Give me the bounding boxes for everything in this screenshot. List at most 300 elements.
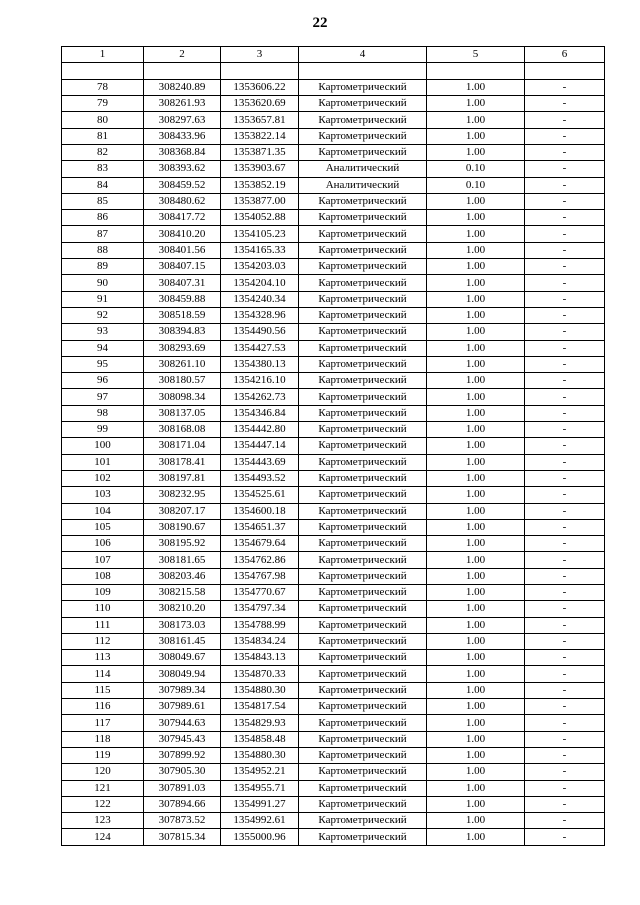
point-number-cell: 82 — [62, 144, 144, 160]
y-coordinate-cell: 1353877.00 — [221, 193, 299, 209]
point-number-cell: 94 — [62, 340, 144, 356]
point-number-cell: 92 — [62, 307, 144, 323]
accuracy-cell: 1.00 — [427, 128, 525, 144]
y-coordinate-cell: 1354843.13 — [221, 650, 299, 666]
x-coordinate-cell: 308480.62 — [144, 193, 221, 209]
note-cell: - — [525, 585, 605, 601]
x-coordinate-cell: 308293.69 — [144, 340, 221, 356]
y-coordinate-cell: 1354525.61 — [221, 487, 299, 503]
y-coordinate-cell: 1353852.19 — [221, 177, 299, 193]
method-cell: Картометрический — [299, 731, 427, 747]
point-number-cell: 101 — [62, 454, 144, 470]
point-number-cell: 78 — [62, 79, 144, 95]
y-coordinate-cell: 1354829.93 — [221, 715, 299, 731]
y-coordinate-cell: 1354992.61 — [221, 813, 299, 829]
table-row — [62, 291, 605, 307]
y-coordinate-cell: 1354240.34 — [221, 291, 299, 307]
point-number-cell: 100 — [62, 438, 144, 454]
x-coordinate-cell: 307944.63 — [144, 715, 221, 731]
y-coordinate-cell: 1353822.14 — [221, 128, 299, 144]
point-number-cell: 117 — [62, 715, 144, 731]
method-cell: Картометрический — [299, 275, 427, 291]
x-coordinate-cell: 307899.92 — [144, 747, 221, 763]
x-coordinate-cell: 307905.30 — [144, 764, 221, 780]
header-cell: 3 — [221, 47, 299, 63]
table-row — [62, 715, 605, 731]
accuracy-cell: 1.00 — [427, 307, 525, 323]
empty-cell — [427, 63, 525, 80]
accuracy-cell: 1.00 — [427, 422, 525, 438]
accuracy-cell: 1.00 — [427, 747, 525, 763]
note-cell: - — [525, 796, 605, 812]
method-cell: Картометрический — [299, 210, 427, 226]
note-cell: - — [525, 747, 605, 763]
header-row — [62, 47, 605, 63]
x-coordinate-cell: 308393.62 — [144, 161, 221, 177]
point-number-cell: 103 — [62, 487, 144, 503]
accuracy-cell: 1.00 — [427, 438, 525, 454]
table-row — [62, 536, 605, 552]
x-coordinate-cell: 308232.95 — [144, 487, 221, 503]
method-cell: Картометрический — [299, 324, 427, 340]
x-coordinate-cell: 308433.96 — [144, 128, 221, 144]
note-cell: - — [525, 519, 605, 535]
x-coordinate-cell: 307894.66 — [144, 796, 221, 812]
note-cell: - — [525, 699, 605, 715]
table-row — [62, 503, 605, 519]
point-number-cell: 104 — [62, 503, 144, 519]
header-cell: 4 — [299, 47, 427, 63]
point-number-cell: 79 — [62, 96, 144, 112]
accuracy-cell: 1.00 — [427, 112, 525, 128]
table-row — [62, 226, 605, 242]
method-cell: Картометрический — [299, 699, 427, 715]
method-cell: Картометрический — [299, 389, 427, 405]
note-cell: - — [525, 389, 605, 405]
table-row — [62, 438, 605, 454]
note-cell: - — [525, 112, 605, 128]
point-number-cell: 80 — [62, 112, 144, 128]
x-coordinate-cell: 308417.72 — [144, 210, 221, 226]
point-number-cell: 84 — [62, 177, 144, 193]
y-coordinate-cell: 1354880.30 — [221, 682, 299, 698]
note-cell: - — [525, 829, 605, 845]
accuracy-cell: 1.00 — [427, 796, 525, 812]
point-number-cell: 89 — [62, 259, 144, 275]
table-row — [62, 519, 605, 535]
accuracy-cell: 1.00 — [427, 731, 525, 747]
x-coordinate-cell: 308195.92 — [144, 536, 221, 552]
table-row — [62, 829, 605, 845]
method-cell: Картометрический — [299, 356, 427, 372]
y-coordinate-cell: 1354328.96 — [221, 307, 299, 323]
method-cell: Картометрический — [299, 829, 427, 845]
table-body — [62, 63, 605, 845]
y-coordinate-cell: 1354651.37 — [221, 519, 299, 535]
y-coordinate-cell: 1354858.48 — [221, 731, 299, 747]
note-cell: - — [525, 568, 605, 584]
table-row — [62, 389, 605, 405]
point-number-cell: 96 — [62, 373, 144, 389]
method-cell: Картометрический — [299, 259, 427, 275]
y-coordinate-cell: 1354490.56 — [221, 324, 299, 340]
accuracy-cell: 1.00 — [427, 291, 525, 307]
table-row — [62, 568, 605, 584]
point-number-cell: 122 — [62, 796, 144, 812]
table-row — [62, 340, 605, 356]
method-cell: Картометрический — [299, 650, 427, 666]
method-cell: Картометрический — [299, 568, 427, 584]
accuracy-cell: 1.00 — [427, 275, 525, 291]
accuracy-cell: 1.00 — [427, 96, 525, 112]
table-row — [62, 307, 605, 323]
note-cell: - — [525, 242, 605, 258]
x-coordinate-cell: 307989.61 — [144, 699, 221, 715]
note-cell: - — [525, 96, 605, 112]
note-cell: - — [525, 373, 605, 389]
note-cell: - — [525, 422, 605, 438]
accuracy-cell: 1.00 — [427, 470, 525, 486]
table-row — [62, 454, 605, 470]
note-cell: - — [525, 715, 605, 731]
y-coordinate-cell: 1354427.53 — [221, 340, 299, 356]
note-cell: - — [525, 438, 605, 454]
accuracy-cell: 1.00 — [427, 340, 525, 356]
accuracy-cell: 1.00 — [427, 193, 525, 209]
note-cell: - — [525, 324, 605, 340]
note-cell: - — [525, 764, 605, 780]
accuracy-cell: 1.00 — [427, 226, 525, 242]
x-coordinate-cell: 308368.84 — [144, 144, 221, 160]
y-coordinate-cell: 1354870.33 — [221, 666, 299, 682]
table-row — [62, 731, 605, 747]
header-cell: 1 — [62, 47, 144, 63]
x-coordinate-cell: 308394.83 — [144, 324, 221, 340]
point-number-cell: 93 — [62, 324, 144, 340]
method-cell: Картометрический — [299, 226, 427, 242]
x-coordinate-cell: 308203.46 — [144, 568, 221, 584]
x-coordinate-cell: 308098.34 — [144, 389, 221, 405]
y-coordinate-cell: 1353606.22 — [221, 79, 299, 95]
point-number-cell: 86 — [62, 210, 144, 226]
y-coordinate-cell: 1354052.88 — [221, 210, 299, 226]
point-number-cell: 111 — [62, 617, 144, 633]
page-number: 22 — [312, 15, 328, 31]
note-cell: - — [525, 210, 605, 226]
x-coordinate-cell: 308518.59 — [144, 307, 221, 323]
y-coordinate-cell: 1353903.67 — [221, 161, 299, 177]
y-coordinate-cell: 1353871.35 — [221, 144, 299, 160]
accuracy-cell: 1.00 — [427, 617, 525, 633]
accuracy-cell: 1.00 — [427, 715, 525, 731]
y-coordinate-cell: 1354203.03 — [221, 259, 299, 275]
accuracy-cell: 1.00 — [427, 780, 525, 796]
empty-cell — [221, 63, 299, 80]
method-cell: Картометрический — [299, 666, 427, 682]
y-coordinate-cell: 1354380.13 — [221, 356, 299, 372]
accuracy-cell: 1.00 — [427, 699, 525, 715]
accuracy-cell: 1.00 — [427, 79, 525, 95]
method-cell: Картометрический — [299, 438, 427, 454]
point-number-cell: 97 — [62, 389, 144, 405]
header-cell: 2 — [144, 47, 221, 63]
y-coordinate-cell: 1354262.73 — [221, 389, 299, 405]
accuracy-cell: 1.00 — [427, 568, 525, 584]
accuracy-cell: 1.00 — [427, 552, 525, 568]
y-coordinate-cell: 1354952.21 — [221, 764, 299, 780]
method-cell: Аналитический — [299, 161, 427, 177]
accuracy-cell: 1.00 — [427, 487, 525, 503]
y-coordinate-cell: 1354817.54 — [221, 699, 299, 715]
x-coordinate-cell: 308181.65 — [144, 552, 221, 568]
method-cell: Картометрический — [299, 519, 427, 535]
note-cell: - — [525, 405, 605, 421]
accuracy-cell: 1.00 — [427, 373, 525, 389]
accuracy-cell: 1.00 — [427, 682, 525, 698]
table-row — [62, 585, 605, 601]
note-cell: - — [525, 79, 605, 95]
x-coordinate-cell: 307945.43 — [144, 731, 221, 747]
point-number-cell: 124 — [62, 829, 144, 845]
y-coordinate-cell: 1354105.23 — [221, 226, 299, 242]
table-row — [62, 405, 605, 421]
point-number-cell: 99 — [62, 422, 144, 438]
note-cell: - — [525, 650, 605, 666]
method-cell: Картометрический — [299, 454, 427, 470]
spacer-row — [62, 63, 605, 80]
note-cell: - — [525, 633, 605, 649]
point-number-cell: 98 — [62, 405, 144, 421]
note-cell: - — [525, 731, 605, 747]
accuracy-cell: 1.00 — [427, 536, 525, 552]
x-coordinate-cell: 308240.89 — [144, 79, 221, 95]
point-number-cell: 108 — [62, 568, 144, 584]
point-number-cell: 118 — [62, 731, 144, 747]
accuracy-cell: 1.00 — [427, 503, 525, 519]
y-coordinate-cell: 1354955.71 — [221, 780, 299, 796]
y-coordinate-cell: 1354797.34 — [221, 601, 299, 617]
y-coordinate-cell: 1354493.52 — [221, 470, 299, 486]
note-cell: - — [525, 601, 605, 617]
note-cell: - — [525, 552, 605, 568]
table-row — [62, 96, 605, 112]
x-coordinate-cell: 308261.10 — [144, 356, 221, 372]
note-cell: - — [525, 356, 605, 372]
x-coordinate-cell: 308168.08 — [144, 422, 221, 438]
coordinates-table — [61, 46, 605, 846]
x-coordinate-cell: 308137.05 — [144, 405, 221, 421]
method-cell: Картометрический — [299, 682, 427, 698]
table-row — [62, 813, 605, 829]
empty-cell — [62, 63, 144, 80]
y-coordinate-cell: 1353620.69 — [221, 96, 299, 112]
y-coordinate-cell: 1354447.14 — [221, 438, 299, 454]
point-number-cell: 123 — [62, 813, 144, 829]
table-row — [62, 112, 605, 128]
table-row — [62, 764, 605, 780]
accuracy-cell: 1.00 — [427, 585, 525, 601]
table-row — [62, 259, 605, 275]
x-coordinate-cell: 308410.20 — [144, 226, 221, 242]
note-cell: - — [525, 291, 605, 307]
x-coordinate-cell: 307989.34 — [144, 682, 221, 698]
table-row — [62, 144, 605, 160]
note-cell: - — [525, 617, 605, 633]
method-cell: Картометрический — [299, 128, 427, 144]
method-cell: Картометрический — [299, 552, 427, 568]
table-row — [62, 128, 605, 144]
y-coordinate-cell: 1354165.33 — [221, 242, 299, 258]
y-coordinate-cell: 1354991.27 — [221, 796, 299, 812]
table-row — [62, 796, 605, 812]
accuracy-cell: 1.00 — [427, 324, 525, 340]
table-row — [62, 487, 605, 503]
accuracy-cell: 1.00 — [427, 829, 525, 845]
y-coordinate-cell: 1354600.18 — [221, 503, 299, 519]
header-cell: 6 — [525, 47, 605, 63]
point-number-cell: 110 — [62, 601, 144, 617]
point-number-cell: 90 — [62, 275, 144, 291]
point-number-cell: 107 — [62, 552, 144, 568]
accuracy-cell: 1.00 — [427, 356, 525, 372]
method-cell: Картометрический — [299, 487, 427, 503]
point-number-cell: 113 — [62, 650, 144, 666]
method-cell: Картометрический — [299, 112, 427, 128]
method-cell: Картометрический — [299, 291, 427, 307]
point-number-cell: 112 — [62, 633, 144, 649]
method-cell: Картометрический — [299, 144, 427, 160]
y-coordinate-cell: 1354767.98 — [221, 568, 299, 584]
x-coordinate-cell: 308171.04 — [144, 438, 221, 454]
y-coordinate-cell: 1353657.81 — [221, 112, 299, 128]
method-cell: Картометрический — [299, 470, 427, 486]
accuracy-cell: 1.00 — [427, 144, 525, 160]
point-number-cell: 106 — [62, 536, 144, 552]
table-row — [62, 161, 605, 177]
header-cell: 5 — [427, 47, 525, 63]
point-number-cell: 81 — [62, 128, 144, 144]
note-cell: - — [525, 813, 605, 829]
method-cell: Картометрический — [299, 340, 427, 356]
accuracy-cell: 1.00 — [427, 519, 525, 535]
y-coordinate-cell: 1354770.67 — [221, 585, 299, 601]
method-cell: Картометрический — [299, 405, 427, 421]
accuracy-cell: 1.00 — [427, 601, 525, 617]
method-cell: Картометрический — [299, 373, 427, 389]
accuracy-cell: 0.10 — [427, 161, 525, 177]
point-number-cell: 114 — [62, 666, 144, 682]
note-cell: - — [525, 487, 605, 503]
x-coordinate-cell: 308215.58 — [144, 585, 221, 601]
note-cell: - — [525, 226, 605, 242]
table-row — [62, 699, 605, 715]
note-cell: - — [525, 161, 605, 177]
note-cell: - — [525, 682, 605, 698]
x-coordinate-cell: 308401.56 — [144, 242, 221, 258]
x-coordinate-cell: 308178.41 — [144, 454, 221, 470]
point-number-cell: 109 — [62, 585, 144, 601]
accuracy-cell: 1.00 — [427, 210, 525, 226]
accuracy-cell: 1.00 — [427, 764, 525, 780]
note-cell: - — [525, 128, 605, 144]
method-cell: Картометрический — [299, 79, 427, 95]
note-cell: - — [525, 470, 605, 486]
table-row — [62, 242, 605, 258]
point-number-cell: 85 — [62, 193, 144, 209]
table-row — [62, 470, 605, 486]
x-coordinate-cell: 308190.67 — [144, 519, 221, 535]
x-coordinate-cell: 308161.45 — [144, 633, 221, 649]
x-coordinate-cell: 308210.20 — [144, 601, 221, 617]
x-coordinate-cell: 307873.52 — [144, 813, 221, 829]
note-cell: - — [525, 275, 605, 291]
accuracy-cell: 1.00 — [427, 259, 525, 275]
point-number-cell: 120 — [62, 764, 144, 780]
method-cell: Картометрический — [299, 633, 427, 649]
method-cell: Картометрический — [299, 617, 427, 633]
method-cell: Картометрический — [299, 813, 427, 829]
accuracy-cell: 1.00 — [427, 454, 525, 470]
empty-cell — [144, 63, 221, 80]
empty-cell — [525, 63, 605, 80]
table-row — [62, 210, 605, 226]
y-coordinate-cell: 1355000.96 — [221, 829, 299, 845]
method-cell: Картометрический — [299, 764, 427, 780]
table-row — [62, 780, 605, 796]
accuracy-cell: 1.00 — [427, 242, 525, 258]
x-coordinate-cell: 308180.57 — [144, 373, 221, 389]
note-cell: - — [525, 503, 605, 519]
method-cell: Картометрический — [299, 193, 427, 209]
point-number-cell: 105 — [62, 519, 144, 535]
point-number-cell: 115 — [62, 682, 144, 698]
method-cell: Картометрический — [299, 242, 427, 258]
table-row — [62, 324, 605, 340]
method-cell: Картометрический — [299, 585, 427, 601]
method-cell: Картометрический — [299, 307, 427, 323]
x-coordinate-cell: 308459.88 — [144, 291, 221, 307]
x-coordinate-cell: 308207.17 — [144, 503, 221, 519]
table-row — [62, 422, 605, 438]
accuracy-cell: 1.00 — [427, 650, 525, 666]
y-coordinate-cell: 1354443.69 — [221, 454, 299, 470]
note-cell: - — [525, 193, 605, 209]
table-row — [62, 356, 605, 372]
point-number-cell: 83 — [62, 161, 144, 177]
table-row — [62, 633, 605, 649]
y-coordinate-cell: 1354346.84 — [221, 405, 299, 421]
x-coordinate-cell: 307891.03 — [144, 780, 221, 796]
x-coordinate-cell: 308407.15 — [144, 259, 221, 275]
accuracy-cell: 1.00 — [427, 389, 525, 405]
accuracy-cell: 1.00 — [427, 813, 525, 829]
y-coordinate-cell: 1354679.64 — [221, 536, 299, 552]
table-row — [62, 177, 605, 193]
method-cell: Картометрический — [299, 601, 427, 617]
empty-cell — [299, 63, 427, 80]
y-coordinate-cell: 1354880.30 — [221, 747, 299, 763]
table-row — [62, 79, 605, 95]
method-cell: Картометрический — [299, 96, 427, 112]
note-cell: - — [525, 666, 605, 682]
point-number-cell: 119 — [62, 747, 144, 763]
point-number-cell: 88 — [62, 242, 144, 258]
note-cell: - — [525, 340, 605, 356]
table-row — [62, 617, 605, 633]
y-coordinate-cell: 1354204.10 — [221, 275, 299, 291]
point-number-cell: 102 — [62, 470, 144, 486]
accuracy-cell: 1.00 — [427, 666, 525, 682]
